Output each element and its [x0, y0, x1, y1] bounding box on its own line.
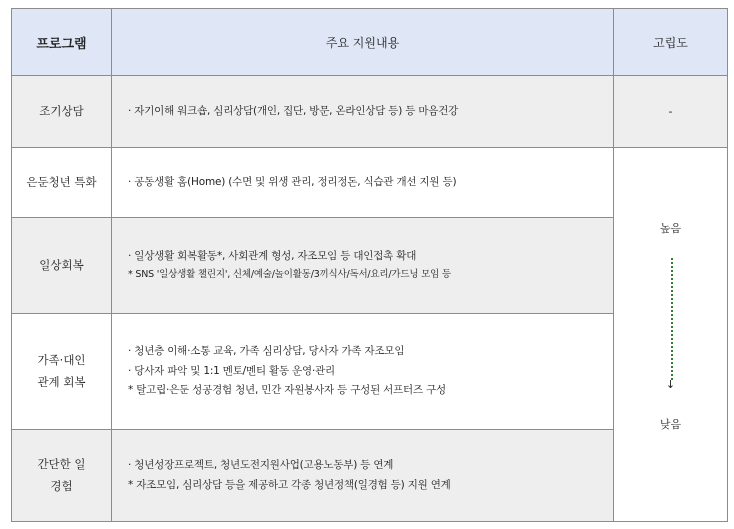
table-row [12, 148, 728, 218]
row-isolation: - [614, 76, 728, 148]
row-name-line: 간단한 일 [37, 456, 86, 471]
row-name-line: 가족·대인 [37, 352, 86, 367]
isolation-dotted-line [671, 258, 673, 380]
isolation-scale [614, 148, 728, 522]
program-table-container [11, 8, 727, 522]
row-content [112, 218, 614, 314]
row-name-daily-recovery: 일상회복 [12, 218, 112, 314]
content-note: * SNS '일상생활 챌린지', 신체/예술/놀이활동/3끼식사/독서/요리/가드닝 모임 등 [128, 269, 451, 281]
content-line: · 청년성장프로젝트, 청년도전지원사업(고용노동부) 등 연계 [128, 458, 394, 471]
row-name-work-experience [12, 430, 112, 522]
program-table [11, 8, 728, 522]
header-program: 프로그램 [12, 9, 112, 76]
table-row [12, 76, 728, 148]
content-line: · 일상생활 회복활동*, 사회관계 형성, 자조모임 등 대인접촉 확대 [128, 249, 417, 262]
header-isolation: 고립도 [614, 9, 728, 76]
row-content [112, 430, 614, 522]
content-note: * 자조모임, 심리상담 등을 제공하고 각종 청년정책(일경험 등) 지원 연계 [128, 478, 451, 491]
content-line: · 공동생활 홈(Home) (수면 및 위생 관리, 정리정돈, 식습관 개선 지원 등) [128, 175, 457, 188]
isolation-high-label: 높음 [659, 222, 682, 235]
row-name-family-relations [12, 314, 112, 430]
row-content [112, 76, 614, 148]
row-name-line: 경험 [50, 478, 73, 493]
row-content [112, 148, 614, 218]
header-support: 주요 지원내용 [112, 9, 614, 76]
row-name-line: 관계 회복 [37, 374, 86, 389]
content-note: * 탈고립·은둔 성공경험 청년, 민간 자원봉사자 등 구성된 서프터즈 구성 [128, 384, 446, 397]
row-name-reclusive-youth: 은둔청년 특화 [12, 148, 112, 218]
content-line: · 자기이해 워크숍, 심리상담(개인, 집단, 방문, 온라인상담 등) 등 마음건강 [128, 104, 459, 117]
content-line: · 당사자 파악 및 1:1 멘토/멘티 활동 운영·관리 [128, 364, 335, 377]
table-header-row [12, 9, 728, 76]
content-line: · 청년층 이해·소통 교육, 가족 심리상담, 당사자 가족 자조모임 [128, 344, 405, 357]
row-content [112, 314, 614, 430]
isolation-low-label: 낮음 [659, 418, 682, 431]
row-name-early-counseling: 조기상담 [12, 76, 112, 148]
arrow-down-icon: ↓ [665, 378, 676, 391]
